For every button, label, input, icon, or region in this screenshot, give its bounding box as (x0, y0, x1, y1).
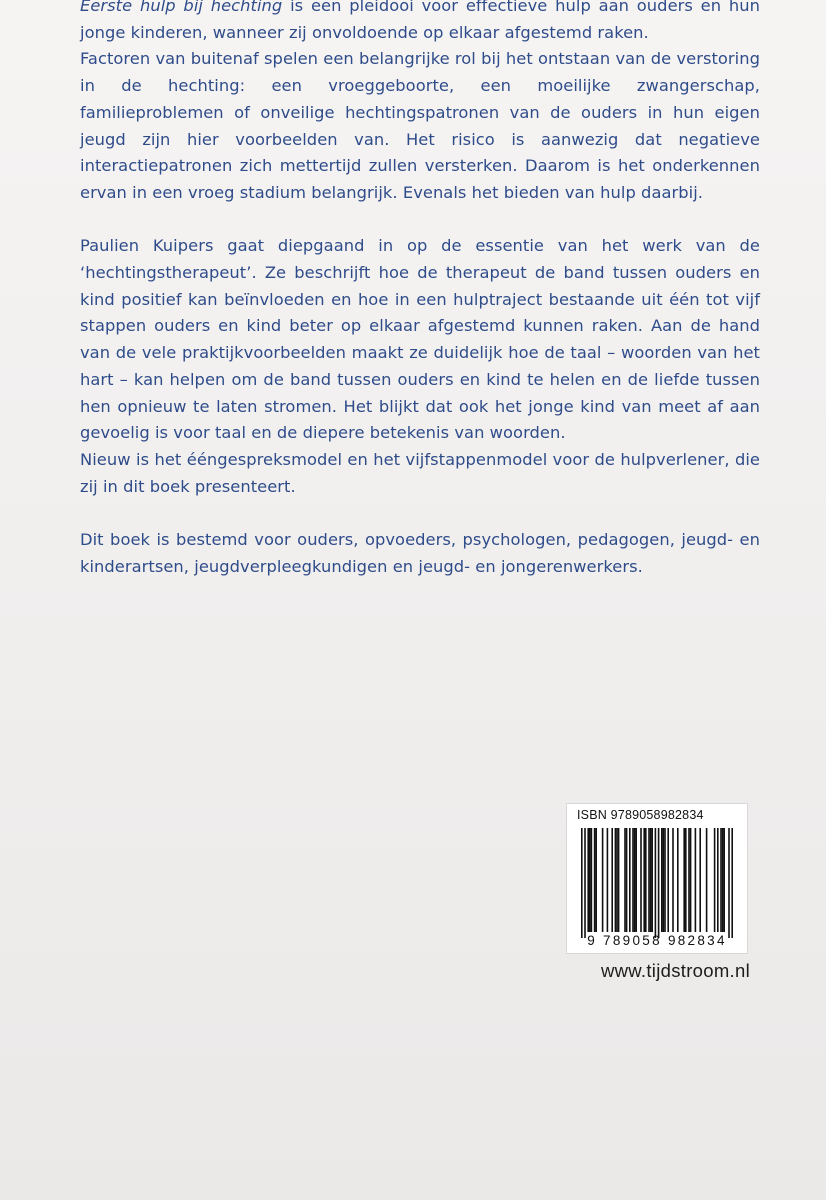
barcode-bar (611, 828, 613, 932)
barcode-bar (626, 828, 628, 932)
barcode-bar (635, 828, 637, 932)
barcode-bar (683, 828, 685, 932)
barcode-digits: 9 789058 982834 (587, 933, 727, 948)
barcode-bar (722, 828, 724, 932)
barcode-bar (728, 828, 730, 938)
barcode-bar (615, 828, 617, 932)
blurb-paragraph-intro (80, 0, 760, 46)
barcode-bar (624, 828, 626, 932)
barcode-bar (677, 828, 679, 932)
paragraph-spacer (80, 500, 760, 527)
barcode-bar (685, 828, 687, 932)
barcode-bar (632, 828, 634, 932)
barcode-bar (602, 828, 604, 932)
barcode-bar (584, 828, 586, 938)
barcode-bar (651, 828, 653, 932)
barcode-bar (595, 828, 597, 932)
barcode-bar (648, 828, 650, 932)
barcode-bars (567, 804, 747, 953)
barcode-bar (690, 828, 692, 932)
barcode-bar (667, 828, 669, 932)
book-title: Eerste hulp bij hechting (80, 0, 283, 15)
barcode-bar (589, 828, 591, 932)
blurb-paragraph-factors: Factoren van buitenaf spelen een belangrijke rol bij het ontstaan van de verstoring in de hechting: een vroeggeboorte, een moeilijke zwangerschap, familieproblemen of onveilige hechtingspatronen van de ouders in hun eigen jeugd zijn hier voorbeelden van. Het risico is aanwezig dat negatieve interactiepatronen zich mettertijd zullen versterken. Daarom is het onderkennen ervan in een vroeg stadium belangrijk. Evenals het bieden van hulp daarbij. (80, 49, 760, 202)
barcode-bar (634, 828, 636, 932)
blurb-paragraph-models: Nieuw is het ééngespreksmodel en het vijfstappenmodel voor de hulpverlener, die zij in dit boek presenteert. (80, 449, 760, 496)
barcode-bar (699, 828, 701, 932)
barcode-bar (655, 828, 657, 938)
barcode-bar (616, 828, 618, 932)
barcode-bar (672, 828, 674, 932)
barcode-bar (629, 828, 631, 932)
barcode-bar (594, 828, 596, 932)
blurb-paragraph-audience: Dit boek is bestemd voor ouders, opvoeders, psychologen, pedagogen, jeugd- en kinderartsen, jeugdverpleegkundigen en jeugd- en jongerenwerkers. (80, 530, 760, 576)
barcode-bar (717, 828, 719, 932)
paragraph-spacer (80, 207, 760, 234)
back-cover-blurb (80, 0, 760, 580)
barcode-bar (587, 828, 589, 932)
barcode-bar (731, 828, 733, 938)
barcode-bar (581, 828, 583, 938)
barcode-bar (607, 828, 609, 932)
barcode-bar (695, 828, 697, 932)
barcode-bar (618, 828, 620, 932)
barcode-bar (714, 828, 716, 932)
barcode-bar (658, 828, 660, 938)
barcode-bar (645, 828, 647, 932)
barcode-bar (640, 828, 642, 932)
barcode-bar (643, 828, 645, 932)
barcode-bar (706, 828, 708, 932)
isbn-barcode (566, 803, 748, 954)
isbn-label: ISBN 9789058982834 (577, 808, 704, 822)
barcode-bar (720, 828, 722, 932)
barcode-bar (688, 828, 690, 932)
barcode-bar (664, 828, 666, 932)
barcode-bar (591, 828, 593, 932)
barcode-bar (661, 828, 663, 932)
barcode-bar (723, 828, 725, 932)
publisher-website: www.tijdstroom.nl (600, 960, 750, 981)
intro-text: is een pleidooi voor effectieve hulp aan ouders en hun jonge kinderen, wanneer zij onvoldoende op elkaar afgestemd raken. (80, 0, 761, 42)
blurb-paragraph-author: Paulien Kuipers gaat diepgaand in op de essentie van het werk van de ‘hechtingstherapeut’. Ze beschrijft hoe de therapeut de band tussen ouders en kind positief kan beïnvloeden en hoe in een hulptraject bestaande uit één tot vijf stappen ouders en kind beter op elkaar afgestemd kunnen raken. Aan de hand van de vele praktijkvoorbeelden maakt ze duidelijk hoe de taal – woorden van het hart – kan helpen om de band tussen ouders en kind te helen en de liefde tussen hen opnieuw te laten stromen. Het blijkt dat ook het jonge kind van meet af aan gevoelig is voor taal en de diepere betekenis van woorden. (80, 236, 760, 443)
barcode-bar (663, 828, 665, 932)
barcode-bar (650, 828, 652, 932)
